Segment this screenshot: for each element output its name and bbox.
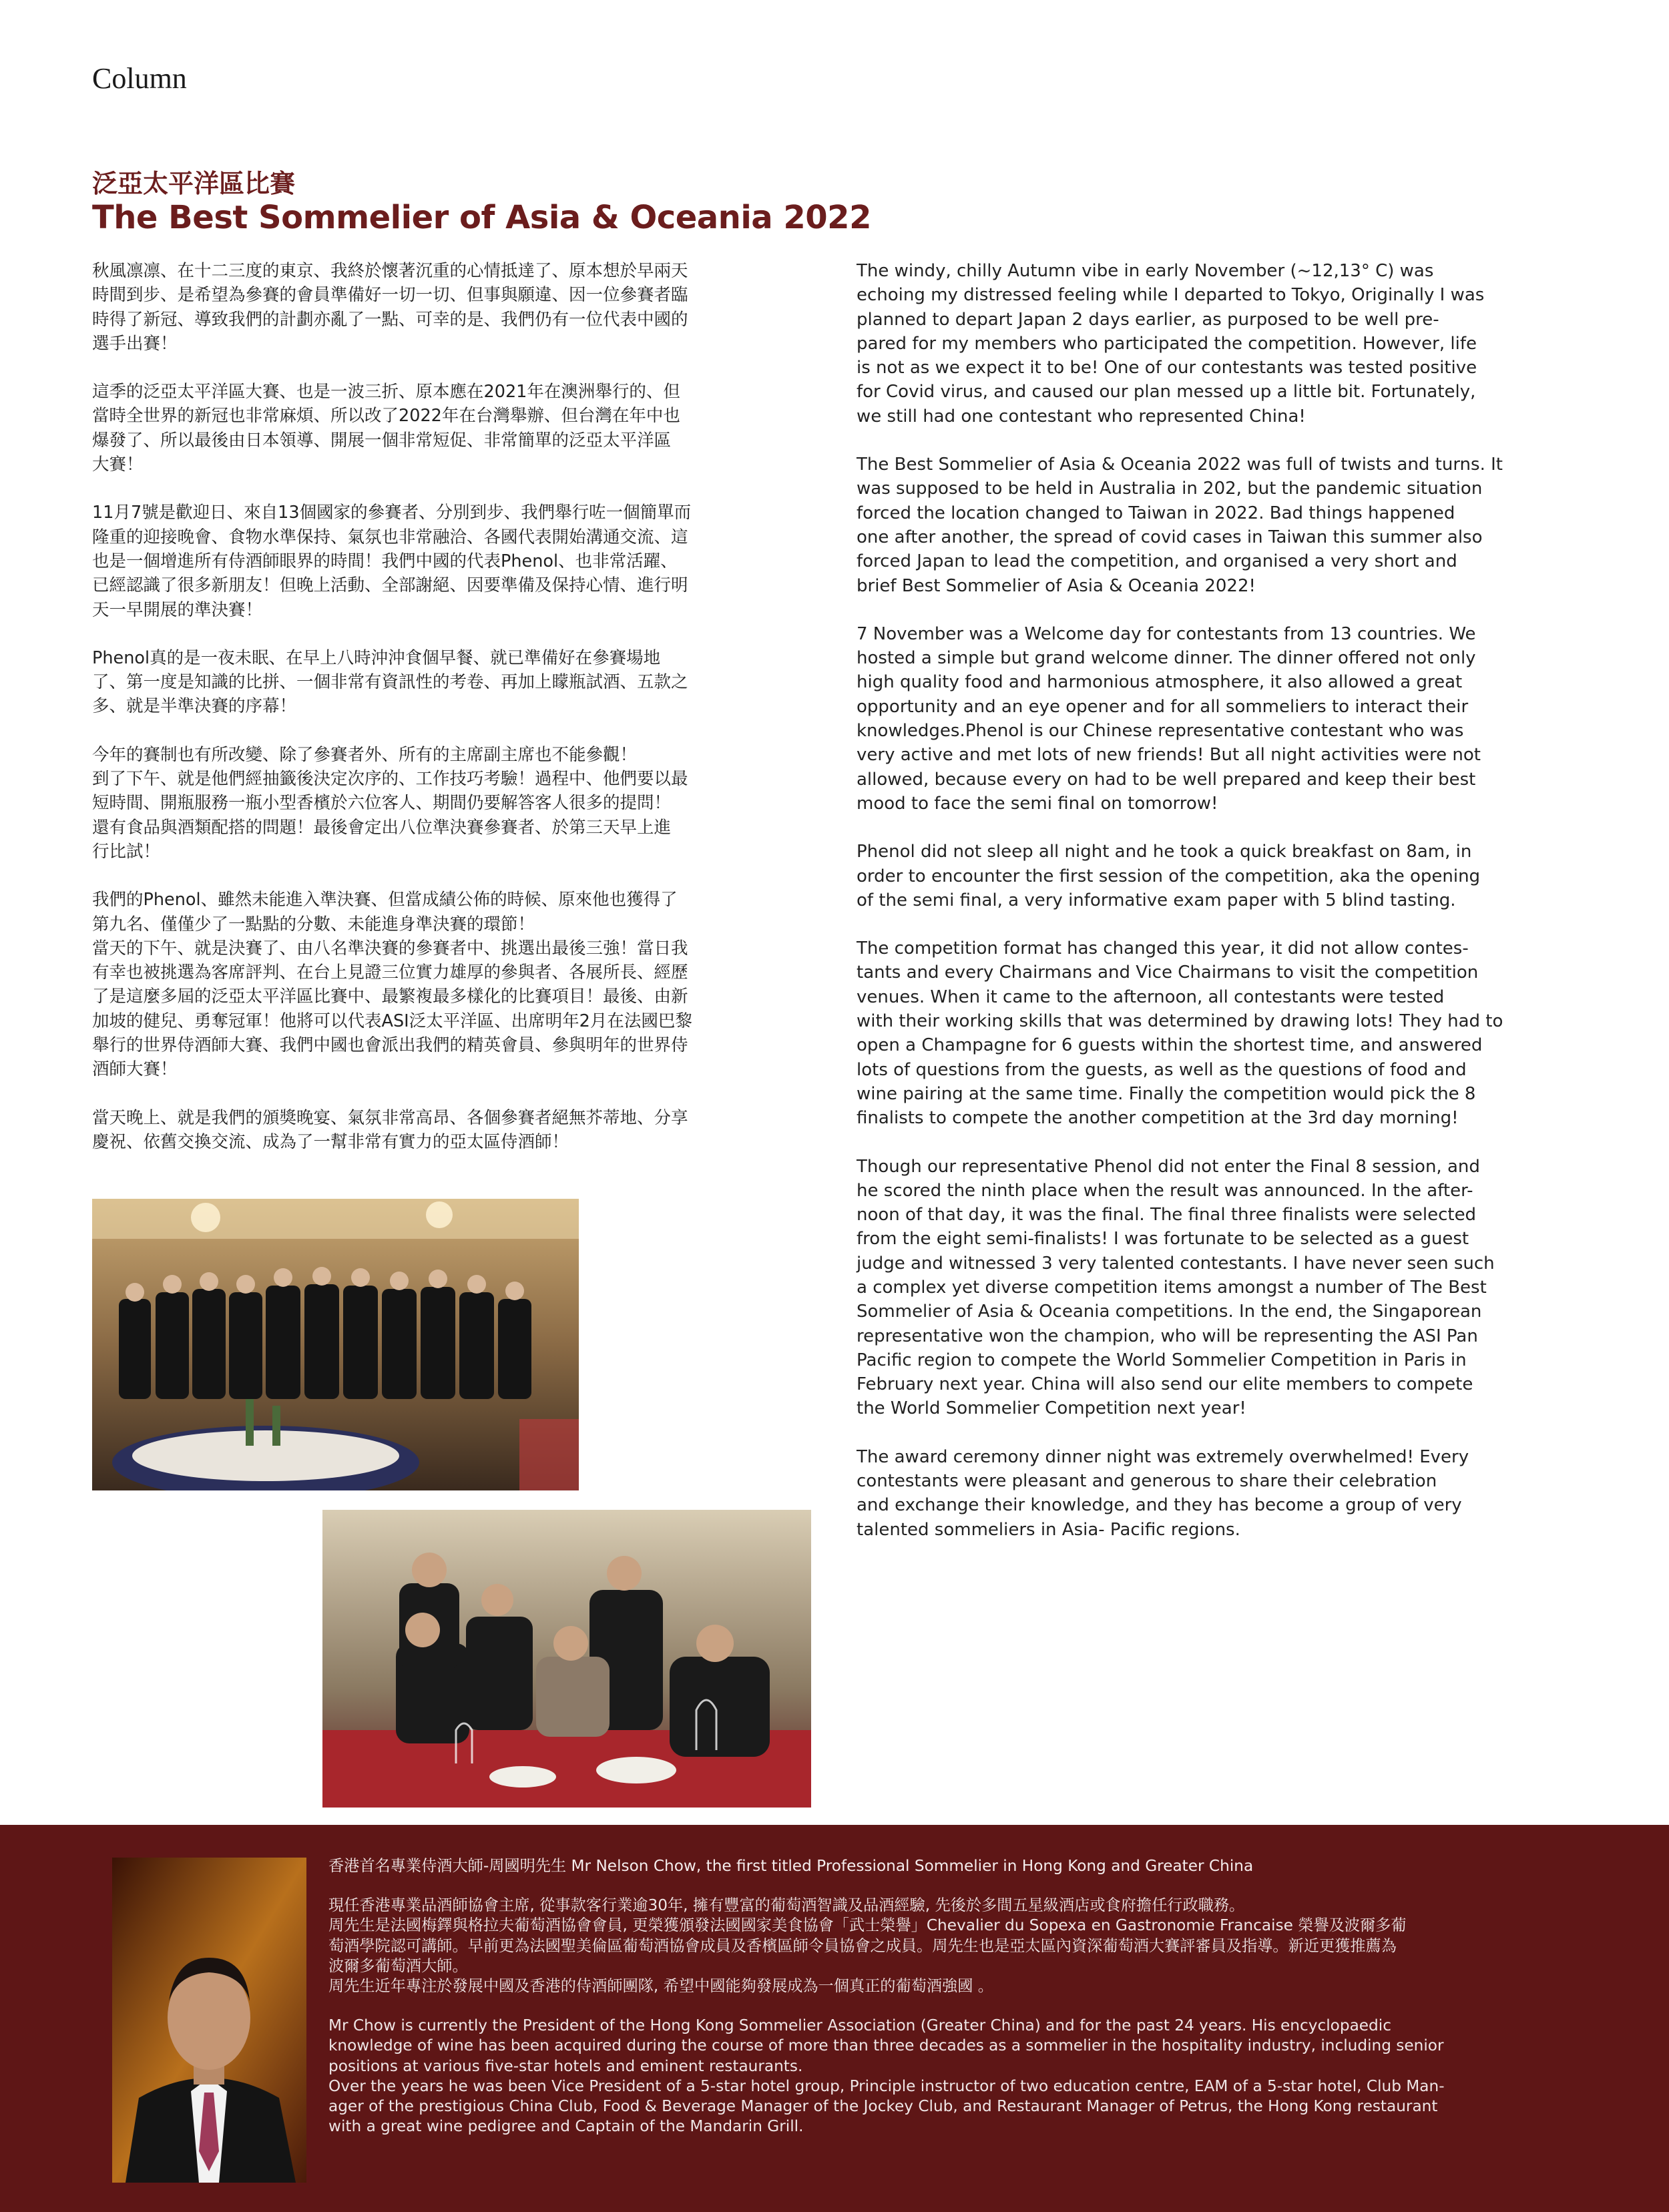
paragraph-zh-2: 這季的泛亞太平洋區大賽、也是一波三折、原本應在2021年在澳洲舉行的、但 當時全世界的新冠也非常麻煩、所以改了2022年在台灣舉辦、但台灣在年中也 爆發了、所以最後由日本領導、開展一個非常短促、非常簡單的泛亞太平洋區 大賽！ (92, 382, 680, 475)
paragraph-zh-4: Phenol真的是一夜未眠、在早上八時沖沖食個早餐、就已準備好在參賽場地 了、第一度是知識的比拼、一個非常有資訊性的考卷、再加上矇瓶試酒、五款之 多、就是半準決賽的序幕！ (92, 647, 688, 717)
section-label: Column (92, 62, 187, 95)
paragraph-en-5: The competition format has changed this year, it did not allow contes- tants and every Chairmans and Vice Chairmans to visit the competition venues. When it came to the afternoon, all contestants were tested with their working skills that was determined by drawing lots! They had to open a Champagne for 6 guests within the shortest time, and answered lots of questions from the guests, as well as the questions of food and wine pairing at the same time. Finally the competition would pick the 8 finalists to compete the another competition at the 3rd day morning! (857, 938, 1503, 1129)
paragraph-en-1: The windy, chilly Autumn vibe in early November (~12,13° C) was echoing my distressed feeling while I departed to Tokyo, Originally I was planned to depart Japan 2 days earlier, as purposed to be well pre- pared for my members who participated the competition. However, life is not as we expect it to be! One of our contestants was tested positive for Covid virus, and caused our plan messed up a little bit. Fortunately, we still had one contestant who represented China! (857, 261, 1485, 427)
article-column-english (857, 259, 1578, 1566)
paragraph-en-4: Phenol did not sleep all night and he took a quick breakfast on 8am, in order to encounter the first session of the competition, aka the opening of the semi final, a very informative exam paper with 5 blind tasting. (857, 842, 1481, 910)
paragraph-zh-6: 我們的Phenol、雖然未能進入準決賽、但當成績公佈的時候、原來他也獲得了 第九名、僅僅少了一點點的分數、未能進身準決賽的環節！ 當天的下午、就是決賽了、由八名準決賽的參賽者中、挑選出最後三強！當日我 有幸也被挑選為客席評判、在台上見證三位實力雄厚的參與者、各展所長、經歷 了是這麼多屆的泛亞太平洋區比賽中、最繁複最多樣化的比賽項目！最後、由新 加坡的健兒、勇奪冠軍！他將可以代表ASI泛太平洋區、出席明年2月在法國巴黎 舉行的世界侍酒師大賽、我們中國也會派出我們的精英會員、參與明年的世界侍 酒師大賽！ (92, 890, 692, 1080)
author-bio-chinese: 現任香港專業品酒師協會主席, 從事款客行業逾30年, 擁有豐富的葡萄酒智識及品酒經驗, 先後於多間五星級酒店或食府擔任行政職務。 周先生是法國梅鐸與格拉夫葡萄酒協會會員, 更榮獲頒發法國國家美食協會「武士榮譽」Chevalier du Sopexa en Gastronomie Francaise 榮譽及波爾多葡 萄酒學院認可講師。早前更為法國聖美倫區葡萄酒協會成員及香檳區師令員協會之成員。周先生也是亞太區內資深葡萄酒大賽評審員及指導。新近更獲推薦為 波爾多葡萄酒大師。 周先生近年專注於發展中國及香港的侍酒師團隊, 希望中國能夠發展成為一個真正的葡萄酒強國 。 (328, 1896, 1407, 1996)
table-photo-award-dinner (322, 1510, 811, 1808)
author-bio-text (328, 1856, 1577, 2156)
article-column-chinese (92, 259, 813, 1178)
paragraph-zh-5: 今年的賽制也有所改變、除了參賽者外、所有的主席副主席也不能參觀！ 到了下午、就是他們經抽籤後決定次序的、工作技巧考驗！過程中、他們要以最 短時間、開瓶服務一瓶小型香檳於六位客人、期間仍要解答客人很多的提問！ 還有食品與酒類配搭的問題！最後會定出八位準決賽參賽者、於第三天早上進 行比試！ (92, 744, 688, 862)
group-photo-welcome-dinner (92, 1199, 579, 1490)
paragraph-zh-7: 當天晚上、就是我們的頒獎晚宴、氣氛非常高昂、各個參賽者絕無芥蒂地、分享 慶祝、依舊交換交流、成為了一幫非常有實力的亞太區侍酒師！ (92, 1107, 688, 1152)
author-name-line: 香港首名專業侍酒大師-周國明先生 Mr Nelson Chow, the first titled Professional Sommelier in Hong Kong and Greater China (328, 1857, 1254, 1875)
paragraph-zh-3: 11月7號是歡迎日、來自13個國家的參賽者、分別到步、我們舉行咗一個簡單而 隆重的迎接晚會、食物水準保持、氣氛也非常融洽、各國代表開始溝通交流、這 也是一個增進所有侍酒師眼界的時間！我們中國的代表Phenol、也非常活躍、 已經認識了很多新朋友！但晚上活動、全部謝絕、因要準備及保持心情、進行明 天一早開展的準決賽！ (92, 503, 692, 620)
paragraph-en-2: The Best Sommelier of Asia & Oceania 2022 was full of twists and turns. It was supposed to be held in Australia in 202, but the pandemic situation forced the location changed to Taiwan in 2022. Bad things happened one after another, the spread of covid cases in Taiwan this summer also forced Japan to lead the competition, and organised a very short and brief Best Sommelier of Asia & Oceania 2022! (857, 455, 1503, 596)
paragraph-en-7: The award ceremony dinner night was extremely overwhelmed! Every contestants were pleasant and generous to share their celebration and exchange their knowledge, and they has become a group of very talented sommeliers in Asia- Pacific regions. (857, 1446, 1469, 1540)
paragraph-zh-1: 秋風凛凛、在十二三度的東京、我終於懷著沉重的心情抵達了、原本想於早兩天 時間到步、是希望為參賽的會員準備好一切一切、但事與願違、因一位參賽者臨 時得了新冠、導致我們的計劃亦亂了一點、可幸的是、我們仍有一位代表中國的 選手出賽！ (92, 261, 688, 354)
paragraph-en-3: 7 November was a Welcome day for contestants from 13 countries. We hosted a simple but grand welcome dinner. The dinner offered not only high quality food and harmonious atmosphere, it also allowed a great opportunity and an eye opener and for all sommeliers to interact their knowledges.Phenol is our Chinese representative contestant who was very active and met lots of new friends! But all night activities were not allowed, because every on had to be well prepared and keep their best mood to face the semi final on tomorrow! (857, 623, 1481, 814)
author-portrait (112, 1858, 306, 2183)
paragraph-en-6: Though our representative Phenol did not enter the Final 8 session, and he scored the ninth place when the result was announced. In the after- noon of that day, it was the final. The final three finalists were selected from the eight semi-finalists! I was fortunate to be selected as a guest judge and witnessed 3 very talented contestants. I have never seen such a complex yet diverse competition items amongst a number of The Best Sommelier of Asia & Oceania competitions. In the end, the Singaporean representative won the champion, who will be representing the ASI Pan Pacific region to compete the World Sommelier Competition in Paris in February next year. China will also send our elite members to compete the World Sommelier Competition next year! (857, 1156, 1495, 1419)
author-bio-english: Mr Chow is currently the President of the Hong Kong Sommelier Association (Greater China) and for the past 24 years. His encyclopaedic knowledge of wine has been acquired during the course of more than three decades as a sommelier in the hospitality industry, including senior positions at various five-star hotels and eminent restaurants. Over the years he was been Vice President of a 5-star hotel group, Principle instructor of two education centre, EAM of a 5-star hotel, Club Man- ager of the prestigious China Club, Food & Beverage Manager of the Jockey Club, and Restaurant Manager of Petrus, the Hong Kong restaurant with a great wine pedigree and Captain of the Mandarin Grill. (328, 2016, 1445, 2136)
article-title-chinese: 泛亞太平洋區比賽 (92, 169, 296, 198)
article-title-english: The Best Sommelier of Asia & Oceania 2022 (92, 199, 871, 236)
